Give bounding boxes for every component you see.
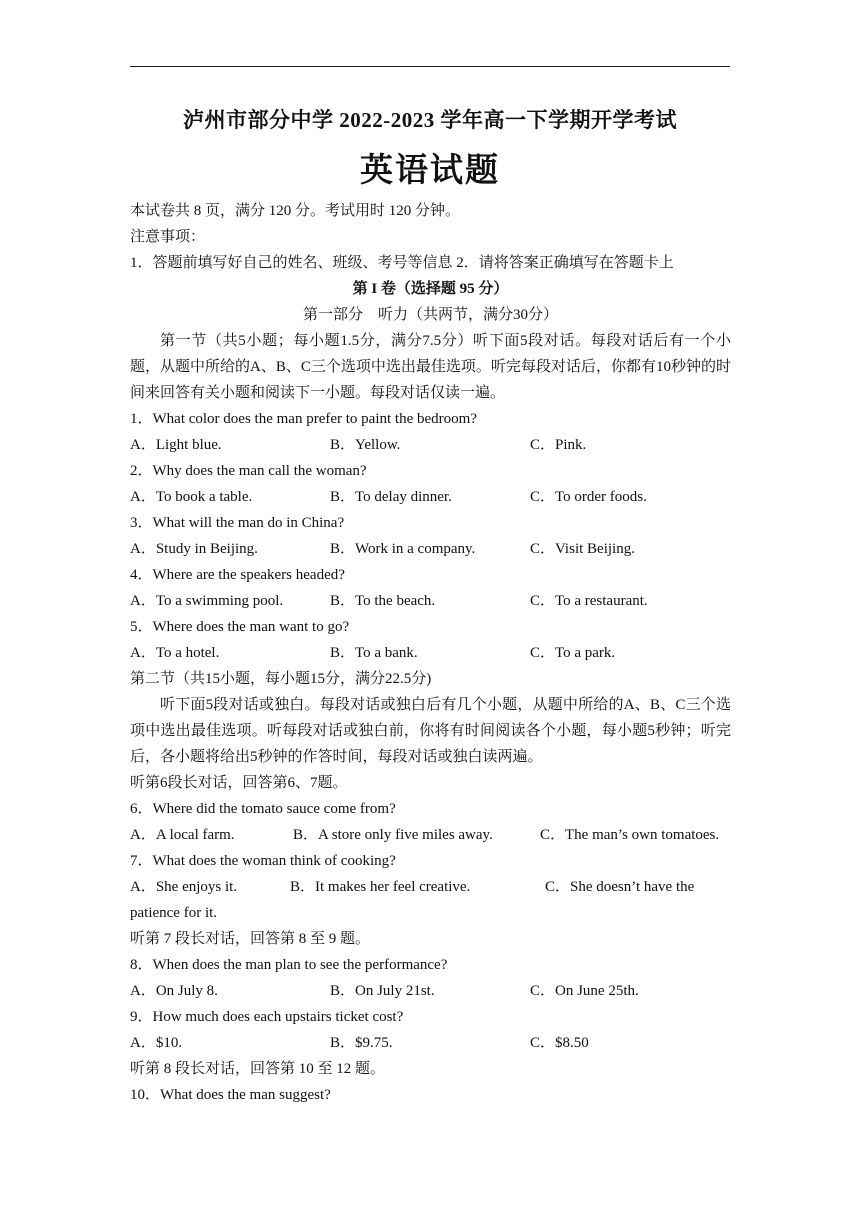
option-b: B．Yellow. bbox=[330, 437, 401, 453]
section2-heading: 第二节（共15小题，每小题15分，满分22.5分) bbox=[130, 671, 432, 687]
option-a: A．To a swimming pool. bbox=[130, 593, 284, 609]
question-stem: 9．How much does each upstairs ticket cost? bbox=[130, 1009, 404, 1025]
header-rule bbox=[130, 66, 730, 67]
option-b: B．To delay dinner. bbox=[330, 489, 452, 505]
option-a: A．Study in Beijing. bbox=[130, 541, 258, 557]
option-a: A．To a hotel. bbox=[130, 645, 220, 661]
notice-heading: 注意事项： bbox=[130, 229, 206, 245]
option-c-continuation: patience for it. bbox=[130, 905, 218, 921]
question-options bbox=[130, 1030, 731, 1056]
option-b: B．A store only five miles away. bbox=[293, 827, 493, 843]
notice-item: 1．答题前填写好自己的姓名、班级、考号等信息 2．请将答案正确填写在答题卡上 bbox=[130, 255, 674, 271]
option-b: B．$9.75. bbox=[330, 1035, 393, 1051]
question-options bbox=[130, 588, 731, 614]
option-c: C．Visit Beijing. bbox=[530, 541, 635, 557]
option-c: C．She doesn’t have the bbox=[545, 879, 695, 895]
option-a: A．She enjoys it. bbox=[130, 879, 238, 895]
dialog-heading: 听第6段长对话，回答第6、7题。 bbox=[130, 775, 348, 791]
option-c: C．Pink. bbox=[530, 437, 587, 453]
question-options bbox=[130, 822, 731, 848]
option-c: C．On June 25th. bbox=[530, 983, 639, 999]
question-stem: 2．Why does the man call the woman? bbox=[130, 463, 367, 479]
intro-line: 本试卷共 8 页，满分 120 分。考试用时 120 分钟。 bbox=[130, 203, 461, 219]
question-stem: 3．What will the man do in China? bbox=[130, 515, 345, 531]
option-a: A．$10. bbox=[130, 1035, 183, 1051]
option-c: C．To order foods. bbox=[530, 489, 647, 505]
option-b: B．It makes her feel creative. bbox=[290, 879, 471, 895]
part-heading: 第一部分 听力（共两节，满分30分） bbox=[302, 307, 558, 323]
question-options bbox=[130, 432, 731, 458]
option-c: C．To a park. bbox=[530, 645, 616, 661]
option-a: A．To book a table. bbox=[130, 489, 253, 505]
section2-instructions: 听下面5段对话或独白。每段对话或独白后有几个小题，从题中所给的A、B、C三个选项中选出最佳选项。听每段对话或独白前，你将有时间阅读各个小题，每小题5秒钟；听完后，各小题将给出5秒钟的作答时间，每段对话或独白读两遍。 bbox=[130, 697, 731, 765]
option-c: C．$8.50 bbox=[530, 1035, 589, 1051]
section1-instructions: 第一节（共5小题；每小题1.5分，满分7.5分）听下面5段对话。每段对话后有一个小题，从题中所给的A、B、C三个选项中选出最佳选项。听完每段对话后，你都有10秒钟的时间来回答有关小题和阅读下一小题。每段对话仅读一遍。 bbox=[130, 333, 731, 401]
exam-title: 泸州市部分中学 2022-2023 学年高一下学期开学考试 bbox=[183, 108, 677, 132]
option-b: B．To the beach. bbox=[330, 593, 436, 609]
dialog-heading: 听第 8 段长对话，回答第 10 至 12 题。 bbox=[130, 1061, 386, 1077]
question-options bbox=[130, 484, 731, 510]
question-stem: 4．Where are the speakers headed? bbox=[130, 567, 345, 583]
dialog-heading: 听第 7 段长对话，回答第 8 至 9 题。 bbox=[130, 931, 371, 947]
option-a: A．Light blue. bbox=[130, 437, 222, 453]
option-b: B．To a bank. bbox=[330, 645, 418, 661]
question-stem: 8．When does the man plan to see the performance? bbox=[130, 957, 448, 973]
question-stem: 7．What does the woman think of cooking? bbox=[130, 853, 396, 869]
subject-title: 英语试题 bbox=[360, 153, 500, 189]
option-b: B．On July 21st. bbox=[330, 983, 435, 999]
option-c: C．To a restaurant. bbox=[530, 593, 648, 609]
option-c: C．The man’s own tomatoes. bbox=[540, 827, 720, 843]
question-options bbox=[130, 640, 731, 666]
exam-body bbox=[130, 198, 731, 1108]
question-stem: 6．Where did the tomato sauce come from? bbox=[130, 801, 396, 817]
question-stem: 10．What does the man suggest? bbox=[130, 1087, 331, 1103]
question-options bbox=[130, 536, 731, 562]
question-stem: 5．Where does the man want to go? bbox=[130, 619, 350, 635]
option-a: A．A local farm. bbox=[130, 827, 235, 843]
volume-heading: 第 I 卷（选择题 95 分） bbox=[352, 281, 509, 297]
question-options bbox=[130, 874, 731, 900]
question-options bbox=[130, 978, 731, 1004]
option-b: B．Work in a company. bbox=[330, 541, 476, 557]
option-a: A．On July 8. bbox=[130, 983, 218, 999]
question-stem: 1．What color does the man prefer to paint the bedroom? bbox=[130, 411, 477, 427]
